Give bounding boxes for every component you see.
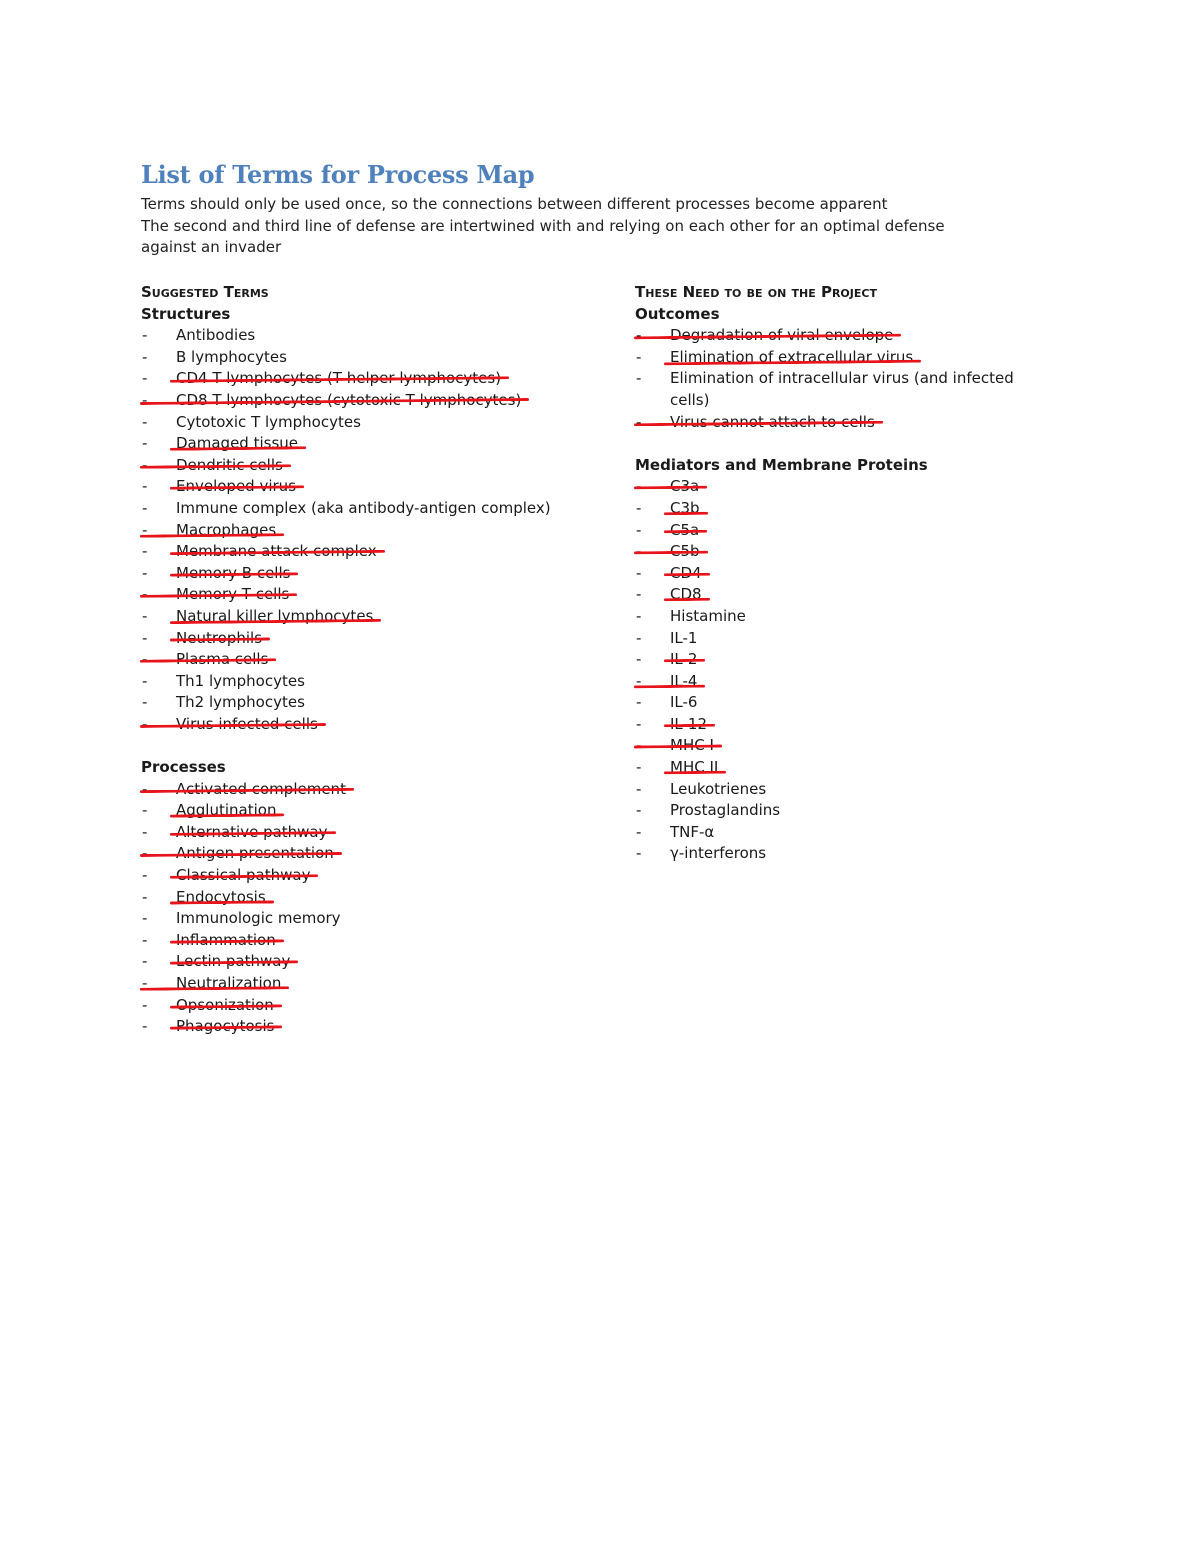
red-strikethrough-mark (140, 593, 297, 598)
list-item (635, 822, 1075, 844)
list-item (141, 865, 601, 887)
list-item (635, 628, 1075, 650)
red-strikethrough-mark (664, 598, 710, 601)
red-strikethrough-mark (634, 334, 901, 340)
red-strikethrough-mark (170, 814, 284, 818)
list-item (141, 800, 601, 822)
list-item (635, 347, 1075, 369)
term-text: Th1 lymphocytes (176, 671, 305, 690)
term-text: Alternative pathway (176, 823, 328, 841)
red-strikethrough-mark (664, 724, 715, 728)
list-item (141, 520, 601, 542)
term-text: IL-2 (670, 650, 697, 668)
list-item (141, 628, 601, 650)
list-item (635, 671, 1075, 693)
structures-heading: Structures (141, 304, 231, 323)
list-item (635, 692, 1075, 714)
list-item (141, 390, 556, 412)
list-item (141, 433, 601, 455)
term-text: Enveloped virus (176, 477, 296, 495)
red-strikethrough-mark (170, 550, 385, 555)
list-item (635, 606, 1075, 628)
outcomes-list (635, 325, 1075, 433)
term-text: Natural killer lymphocytes (176, 607, 373, 625)
red-strikethrough-mark (170, 446, 306, 450)
outcomes-heading: Outcomes (635, 304, 720, 323)
term-text: MHC I (670, 736, 714, 754)
term-text: Leukotrienes (670, 779, 767, 798)
list-item (141, 347, 601, 369)
list-item (141, 541, 601, 563)
list-item (141, 498, 556, 520)
intro-line: The second and third line of defense are intertwined with and relying on each other for an optimal defense (141, 216, 945, 235)
term-text: Memory B cells (176, 564, 290, 582)
list-item (141, 822, 601, 844)
project-terms-heading: These Need to be on the Project (635, 283, 877, 301)
list-item (141, 951, 601, 973)
term-text: Activated complement (176, 780, 346, 798)
term-text: Inflammation (176, 931, 276, 949)
term-text: IL-12 (670, 715, 707, 733)
term-text: TNF-α (670, 822, 715, 841)
list-item (141, 908, 601, 930)
list-item (141, 995, 601, 1017)
term-text: CD8 (670, 585, 702, 603)
term-text: Agglutination (176, 801, 276, 819)
red-strikethrough-mark (664, 572, 710, 575)
term-text: Antigen presentation (176, 844, 334, 862)
list-item (635, 520, 1075, 542)
list-item (635, 325, 1075, 347)
red-strikethrough-mark (140, 986, 289, 991)
list-item (635, 649, 1075, 671)
term-text: Classical pathway (176, 866, 310, 884)
term-text: Neutralization (176, 974, 281, 992)
term-text: B lymphocytes (176, 347, 287, 366)
list-item (635, 541, 1075, 563)
red-strikethrough-mark (634, 745, 722, 749)
term-text: Endocytosis (176, 888, 266, 906)
red-strikethrough-mark (170, 900, 274, 904)
term-text: Virus infected cells (176, 715, 318, 733)
term-text: Opsonization (176, 996, 274, 1014)
red-strikethrough-mark (634, 486, 707, 490)
red-strikethrough-mark (170, 486, 304, 490)
structures-list (141, 325, 601, 735)
term-text: C5b (670, 542, 700, 560)
list-item (141, 1016, 601, 1038)
term-text: Antibodies (176, 326, 256, 345)
mediators-heading: Mediators and Membrane Proteins (635, 455, 928, 474)
term-text: CD4 T lymphocytes (T helper lymphocytes) (176, 369, 501, 387)
term-text: C5a (670, 521, 699, 539)
list-item (635, 843, 1075, 865)
processes-list (141, 779, 601, 1038)
term-text: IL-4 (670, 672, 697, 690)
term-text: Elimination of intracellular virus (and infected cells) (670, 369, 1014, 409)
red-strikethrough-mark (664, 771, 726, 775)
list-item (635, 779, 1075, 801)
term-text: IL-1 (670, 628, 698, 647)
term-text: Membrane attack complex (176, 542, 377, 560)
term-text: Plasma cells (176, 650, 268, 668)
term-text: Memory T cells (176, 585, 289, 603)
term-text: Elimination of extracellular virus (670, 348, 913, 366)
list-item (141, 476, 601, 498)
list-item (141, 325, 601, 347)
red-strikethrough-mark (140, 533, 284, 538)
term-text: Th2 lymphocytes (176, 693, 305, 712)
list-item (635, 800, 1075, 822)
red-strikethrough-mark (170, 619, 381, 624)
term-text: MHC II (670, 758, 718, 776)
list-item (141, 779, 601, 801)
red-strikethrough-mark (170, 377, 509, 384)
red-strikethrough-mark (170, 572, 298, 576)
term-text: C3a (670, 477, 699, 495)
red-strikethrough-mark (634, 420, 883, 426)
list-item (141, 973, 601, 995)
red-strikethrough-mark (170, 874, 318, 879)
list-item (141, 671, 601, 693)
intro-line: against an invader (141, 238, 282, 256)
list-item (141, 692, 601, 714)
term-text: Degradation of viral envelope (670, 326, 893, 344)
term-text: C3b (670, 499, 700, 517)
page-title: List of Terms for Process Map (141, 160, 535, 189)
list-item (141, 649, 601, 671)
list-item (635, 563, 1075, 585)
list-item (141, 455, 601, 477)
red-strikethrough-mark (140, 464, 291, 469)
red-strikethrough-mark (170, 1026, 282, 1030)
list-item (141, 412, 601, 434)
red-strikethrough-mark (664, 659, 706, 662)
red-strikethrough-mark (170, 1004, 282, 1008)
red-strikethrough-mark (140, 723, 326, 728)
red-strikethrough-mark (170, 831, 336, 836)
list-item (141, 843, 601, 865)
suggested-terms-heading: Suggested Terms (141, 283, 269, 301)
term-text: Lectin pathway (176, 952, 290, 970)
term-text: CD4 (670, 564, 702, 582)
term-text: Neutrophils (176, 629, 262, 647)
list-item (141, 714, 601, 736)
term-text: IL-6 (670, 693, 698, 712)
red-strikethrough-mark (634, 551, 708, 555)
suggested-terms-column (141, 282, 601, 1038)
intro-text (141, 194, 1071, 259)
term-text: Damaged tissue (176, 434, 298, 452)
mediators-list (635, 476, 1075, 865)
term-text: Phagocytosis (176, 1017, 274, 1035)
term-text: Dendritic cells (176, 456, 283, 474)
term-text: Immune complex (aka antibody-antigen complex) (176, 498, 551, 517)
list-item (141, 606, 601, 628)
term-text: CD8 T lymphocytes (cytotoxic T lymphocytes) (176, 391, 521, 409)
list-item (635, 368, 1050, 411)
list-item (635, 735, 1075, 757)
term-text: Cytotoxic T lymphocytes (176, 412, 361, 431)
list-item (635, 714, 1075, 736)
red-strikethrough-mark (170, 637, 270, 641)
list-item (635, 498, 1075, 520)
term-text: Prostaglandins (670, 801, 781, 820)
list-item (635, 757, 1075, 779)
red-strikethrough-mark (664, 529, 707, 532)
list-item (635, 584, 1075, 606)
red-strikethrough-mark (140, 398, 529, 405)
term-text: Immunologic memory (176, 909, 341, 928)
list-item (141, 563, 601, 585)
intro-line: Terms should only be used once, so the connections between different processes become apparent (141, 195, 888, 213)
list-item (635, 412, 1075, 434)
term-text: Macrophages (176, 521, 276, 539)
list-item (141, 930, 601, 952)
red-strikethrough-mark (140, 658, 276, 662)
red-strikethrough-mark (140, 852, 342, 857)
processes-heading: Processes (141, 758, 226, 777)
project-terms-column (635, 282, 1075, 865)
red-strikethrough-mark (170, 961, 298, 965)
red-strikethrough-mark (170, 939, 284, 943)
red-strikethrough-mark (140, 788, 354, 793)
term-text: Histamine (670, 606, 746, 625)
list-item (141, 584, 601, 606)
red-strikethrough-mark (664, 359, 921, 365)
list-item (141, 368, 601, 390)
term-text: γ-interferons (670, 844, 767, 863)
term-text: Virus cannot attach to cells (670, 413, 875, 431)
list-item (635, 476, 1075, 498)
red-strikethrough-mark (634, 684, 706, 688)
red-strikethrough-mark (664, 512, 708, 515)
list-item (141, 887, 601, 909)
